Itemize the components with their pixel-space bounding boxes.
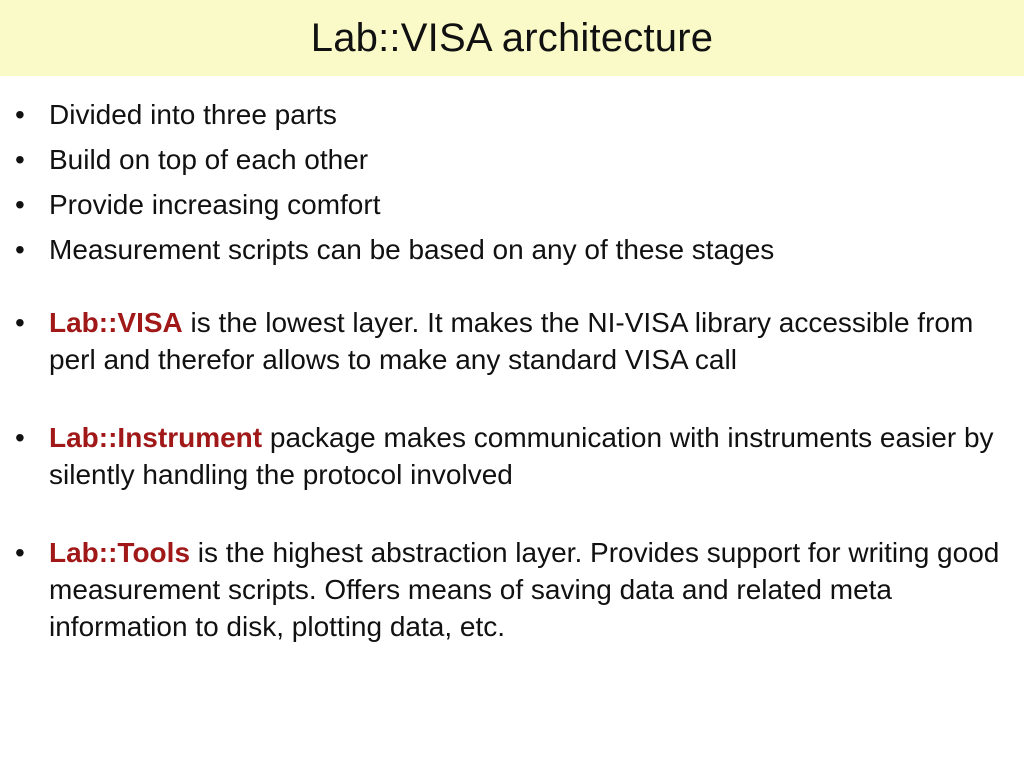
bullet-item	[0, 141, 1024, 178]
layer-bullet-instrument	[0, 419, 1024, 493]
bullet-dot-icon: •	[15, 144, 25, 175]
bullet-text: Provide increasing comfort	[49, 189, 381, 220]
bullet-dot-icon: •	[15, 234, 25, 265]
layer-description: is the highest abstraction layer. Provides support for writing good measurement scripts. Offers means of saving data and related meta information to disk, plotting data, etc.	[49, 537, 1000, 642]
bullet-item	[0, 186, 1024, 223]
bullet-item	[0, 231, 1024, 268]
bullet-text: Build on top of each other	[49, 144, 369, 175]
bullet-dot-icon: •	[15, 189, 25, 220]
bullet-dot-icon: •	[15, 307, 25, 338]
layer-term: Lab::Tools	[49, 537, 191, 568]
bullet-dot-icon: •	[15, 99, 25, 130]
bullet-text: Divided into three parts	[49, 99, 337, 130]
layer-bullet-tools	[0, 534, 1024, 645]
layer-description: package makes communication with instruments easier by silently handling the protocol involved	[49, 422, 994, 490]
layer-term: Lab::VISA	[49, 307, 183, 338]
bullet-dot-icon: •	[15, 537, 25, 568]
bullet-item	[0, 96, 1024, 133]
slide-content	[0, 96, 1024, 653]
title-bar	[0, 0, 1024, 76]
layer-term: Lab::Instrument	[49, 422, 263, 453]
layer-bullet-visa	[0, 304, 1024, 378]
bullet-dot-icon: •	[15, 422, 25, 453]
bullet-text: Measurement scripts can be based on any of these stages	[49, 234, 775, 265]
layer-description: is the lowest layer. It makes the NI-VISA library accessible from perl and therefor allows to make any standard VISA call	[49, 307, 974, 375]
slide-title: Lab::VISA architecture	[310, 16, 714, 60]
bullet-list	[0, 96, 1024, 645]
